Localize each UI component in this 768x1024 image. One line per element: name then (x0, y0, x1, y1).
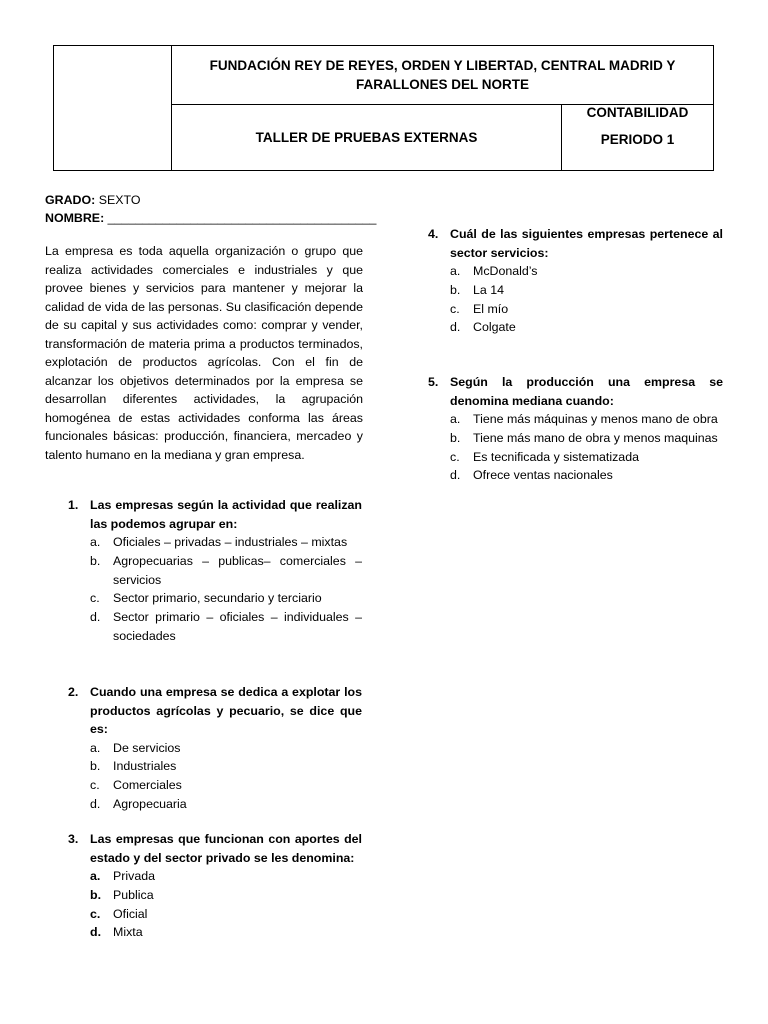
option-text: El mío (473, 301, 509, 316)
option-letter: b. (90, 553, 101, 568)
institution-name: FUNDACIÓN REY DE REYES, ORDEN Y LIBERTAD, CENTRAL MADRID Y FARALLONES DEL NORTE (172, 46, 713, 105)
option-a (90, 739, 362, 758)
subject-label: CONTABILIDAD (586, 105, 689, 120)
option-letter: a. (450, 412, 461, 426)
question-number: 1. (68, 498, 79, 512)
option-letter: d. (450, 320, 461, 335)
option-text: Publica (113, 887, 154, 902)
option-letter: b. (90, 759, 101, 774)
options-list (68, 533, 362, 646)
option-c (90, 776, 362, 795)
subject-period-cell (562, 105, 713, 170)
option-b (90, 886, 362, 905)
option-a (90, 533, 362, 552)
option-letter: a. (90, 869, 101, 883)
option-a (450, 262, 723, 281)
option-b (90, 757, 362, 776)
question-text: Las empresas según la actividad que realizan las podemos agrupar en: (90, 498, 362, 531)
options-list (68, 867, 362, 942)
option-c (450, 448, 723, 467)
option-letter: c. (90, 591, 100, 606)
option-c (90, 589, 362, 608)
option-text: Sector primario – oficiales – individuales – sociedades (113, 610, 362, 643)
option-letter: b. (450, 282, 461, 297)
option-text: Oficial (113, 906, 148, 921)
question-stem (68, 830, 362, 867)
option-d (450, 318, 723, 337)
question-stem (428, 225, 723, 262)
option-a (90, 867, 362, 886)
option-letter: a. (90, 740, 101, 755)
option-letter: d. (90, 796, 101, 811)
option-text: Tiene más máquinas y menos mano de obra (473, 412, 718, 426)
option-text: Privada (113, 869, 156, 883)
option-text: Agropecuaria (113, 796, 187, 811)
name-label: NOMBRE: (45, 211, 105, 225)
options-list (428, 262, 723, 337)
workshop-title: TALLER DE PRUEBAS EXTERNAS (172, 105, 562, 170)
question-stem (428, 373, 723, 410)
option-letter: d. (90, 610, 101, 625)
question-text: Cuando una empresa se dedica a explotar los productos agrícolas y pecuario, se dice que es: (90, 685, 362, 736)
question-text: Según la producción una empresa se denomina mediana cuando: (450, 375, 723, 408)
option-b (450, 281, 723, 300)
grade-value: SEXTO (95, 193, 141, 207)
option-letter: d. (90, 925, 102, 940)
question-1 (68, 496, 362, 646)
option-letter: c. (450, 449, 460, 464)
question-number: 2. (68, 685, 79, 699)
option-b (90, 552, 362, 590)
options-list (68, 739, 362, 814)
option-d (450, 466, 723, 485)
question-number: 5. (428, 375, 439, 389)
option-letter: c. (90, 778, 100, 793)
name-line (45, 209, 376, 227)
question-text: Las empresas que funcionan con aportes del estado y del sector privado se les denomina: (90, 832, 362, 865)
option-text: Ofrece ventas nacionales (473, 468, 613, 483)
question-stem (68, 683, 362, 739)
option-letter: c. (450, 301, 460, 316)
option-text: McDonald’s (473, 264, 538, 278)
option-letter: d. (450, 468, 461, 483)
option-text: Comerciales (113, 778, 182, 793)
question-number: 4. (428, 227, 439, 241)
logo-cell (54, 46, 172, 170)
option-text: Colgate (473, 320, 516, 335)
name-blank: _______________________________________ (104, 211, 377, 225)
option-text: Industriales (113, 759, 177, 774)
option-text: La 14 (473, 282, 505, 297)
option-d (90, 923, 362, 942)
question-text: Cuál de las siguientes empresas pertenece al sector servicios: (450, 227, 723, 260)
header-table (53, 45, 714, 171)
option-b (450, 429, 723, 448)
option-text: Oficiales – privadas – industriales – mixtas (113, 535, 348, 549)
option-d (90, 795, 362, 814)
question-3 (68, 830, 362, 942)
options-list (428, 410, 723, 485)
grade-line (45, 191, 376, 209)
option-letter: a. (90, 535, 101, 549)
question-number: 3. (68, 832, 79, 846)
option-text: Es tecnificada y sistematizada (473, 449, 639, 464)
question-5 (428, 373, 723, 485)
option-text: Sector primario, secundario y terciario (113, 591, 322, 606)
option-text: Mixta (113, 925, 143, 940)
period-label: PERIODO 1 (600, 132, 675, 147)
grade-label: GRADO: (45, 193, 96, 207)
option-text: De servicios (113, 740, 181, 755)
question-2 (68, 683, 362, 814)
option-text: Agropecuarias – publicas– comerciales – servicios (113, 553, 362, 587)
option-letter: b. (90, 887, 102, 902)
option-letter: a. (450, 264, 461, 278)
student-info (45, 191, 376, 227)
option-a (450, 410, 723, 429)
option-letter: b. (450, 430, 461, 445)
option-text: Tiene más mano de obra y menos maquinas (473, 430, 718, 445)
intro-paragraph: La empresa es toda aquella organización o grupo que realiza actividades comerciales e industriales y que provee bienes y servicios para mantener y mejorar la calidad de vida de las personas. Su clasificación depende de su capital y sus actividades como: comprar y vender, transformación de materia prima a productos terminados, explotación de productos agrícolas. Con el fin de alcanzar los objetivos determinados por la empresa se desarrollan diferentes actividades, la agrupación homogénea de estas actividades conforma las áreas funcionales básicas: producción, financiera, mercadeo y talento humano en la mediana y gran empresa. (45, 244, 363, 462)
option-c (450, 300, 723, 319)
option-c (90, 905, 362, 924)
question-stem (68, 496, 362, 533)
option-letter: c. (90, 906, 101, 921)
question-4 (428, 225, 723, 337)
option-d (90, 608, 362, 646)
